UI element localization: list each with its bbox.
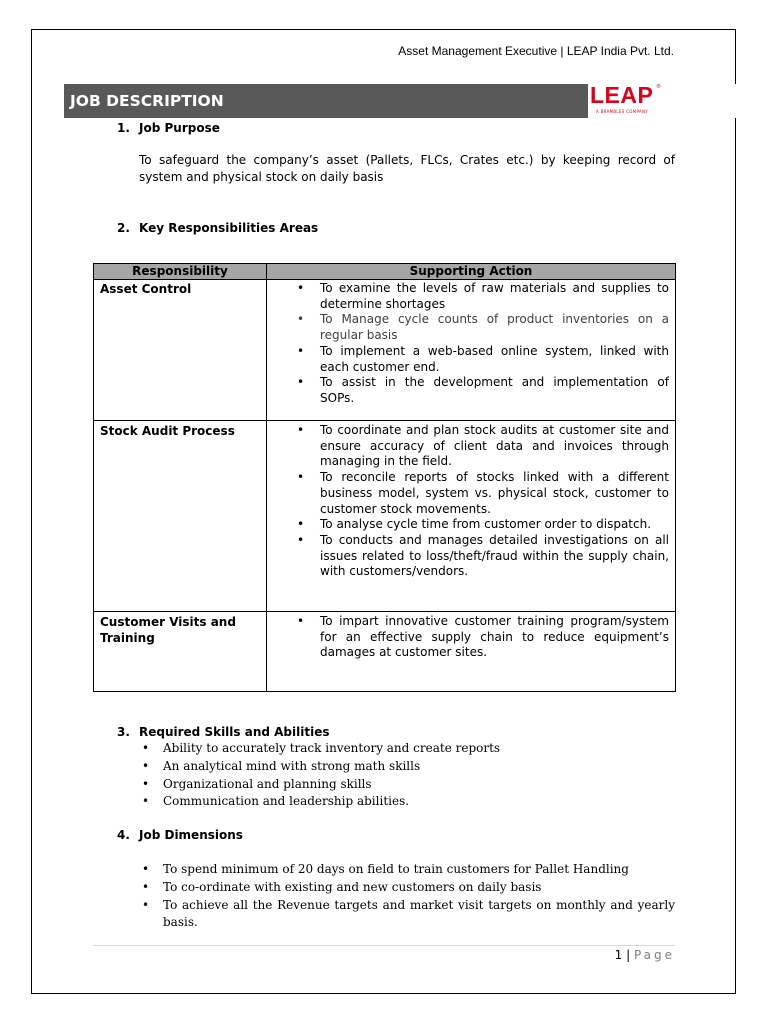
page-separator: | <box>626 948 631 962</box>
action-item: • To impart innovative customer training program/system for an effective supply chain to reduce equipment’s damages at customer sites. <box>267 614 669 661</box>
list-item: • Communication and leadership abilities. <box>139 793 675 811</box>
section-2-number: 2. <box>117 221 130 235</box>
page-footer <box>560 948 675 962</box>
list-item: • Organizational and planning skills <box>139 776 675 794</box>
action-item: • To coordinate and plan stock audits at customer site and ensure accuracy of client data and invoices through managing in the field. <box>267 423 669 470</box>
table-row <box>94 612 676 692</box>
section-2-title: Key Responsibilities Areas <box>139 221 319 235</box>
job-description-banner: JOB DESCRIPTION <box>64 84 588 118</box>
action-item: • To examine the levels of raw materials and supplies to determine shortages <box>267 281 669 312</box>
action-item: • To implement a web-based online system, linked with each customer end. <box>267 344 669 375</box>
footer-divider <box>93 945 675 946</box>
list-item: • To co-ordinate with existing and new customers on daily basis <box>139 879 675 897</box>
action-cell <box>267 421 676 612</box>
responsibilities-table <box>93 263 676 692</box>
action-item: • To reconcile reports of stocks linked with a different business model, system vs. physical stock, customer to customer stock movements. <box>267 470 669 517</box>
list-item: • To achieve all the Revenue targets and market visit targets on monthly and yearly basis. <box>139 897 675 933</box>
list-item: • An analytical mind with strong math skills <box>139 758 675 776</box>
list-item: • Ability to accurately track inventory and create reports <box>139 740 675 758</box>
leap-logo <box>590 82 662 118</box>
responsibility-cell: Customer Visits and Training <box>94 612 267 692</box>
border-notch <box>730 84 742 118</box>
logo-word: LEAP <box>590 82 654 108</box>
action-cell <box>267 612 676 692</box>
section-4-title: Job Dimensions <box>139 828 243 842</box>
responsibility-cell: Asset Control <box>94 280 267 421</box>
dimensions-list <box>139 861 675 932</box>
action-cell <box>267 280 676 421</box>
job-purpose-text: To safeguard the company’s asset (Pallets, FLCs, Crates etc.) by keeping record of system and physical stock on daily basis <box>139 153 675 184</box>
action-item: • To analyse cycle time from customer order to dispatch. <box>267 517 669 533</box>
table-row <box>94 280 676 421</box>
responsibility-cell: Stock Audit Process <box>94 421 267 612</box>
page-number: 1 <box>614 948 623 962</box>
section-3-title: Required Skills and Abilities <box>139 725 330 739</box>
action-item: • To assist in the development and implementation of SOPs. <box>267 375 669 406</box>
logo-trademark: ® <box>656 84 661 90</box>
table-row <box>94 421 676 612</box>
section-1-number: 1. <box>117 121 130 135</box>
action-item: • To Manage cycle counts of product inventories on a regular basis <box>267 312 669 343</box>
running-header: Asset Management Executive | LEAP India Pvt. Ltd. <box>398 44 674 58</box>
column-header: Responsibility <box>94 264 267 280</box>
skills-list <box>139 740 675 811</box>
page-label: Page <box>633 948 675 962</box>
section-4-number: 4. <box>117 828 130 842</box>
table-header-row <box>94 264 676 280</box>
column-header: Supporting Action <box>267 264 676 280</box>
list-item: • To spend minimum of 20 days on field to train customers for Pallet Handling <box>139 861 675 879</box>
logo-tagline: A BRAMBLES COMPANY <box>596 109 648 114</box>
section-1-title: Job Purpose <box>139 121 220 135</box>
action-item: • To conducts and manages detailed investigations on all issues related to loss/theft/fraud within the supply chain, with customers/vendors. <box>267 533 669 580</box>
section-3-number: 3. <box>117 725 130 739</box>
